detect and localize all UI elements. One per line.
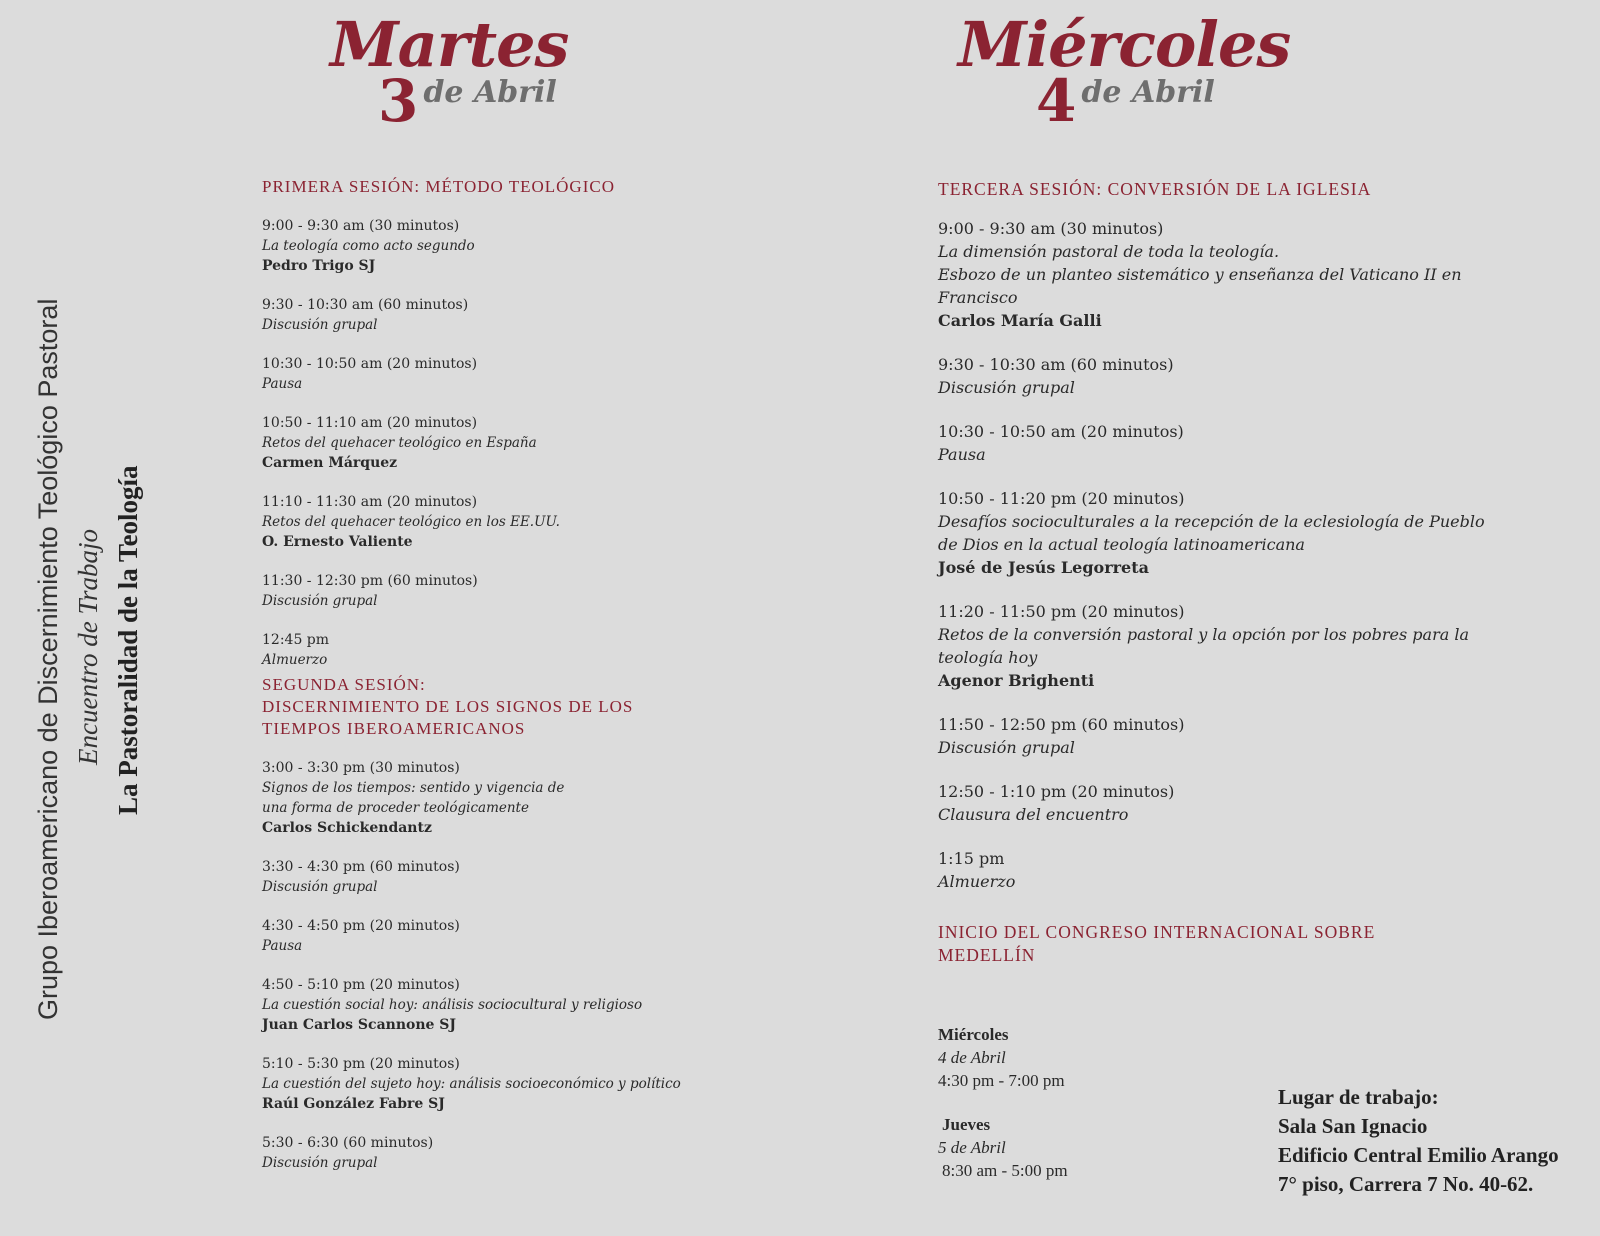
entry-time: 10:50 - 11:20 pm (20 minutos) (938, 489, 1185, 508)
entry-title: Discusión grupal (262, 593, 378, 609)
schedule-hours: 8:30 am - 5:00 pm (942, 1161, 1068, 1180)
entry-time: 11:10 - 11:30 am (20 minutos) (262, 494, 478, 510)
entry-speaker: Carmen Márquez (262, 455, 398, 471)
program-entry (262, 492, 692, 552)
entry-title: Pausa (262, 376, 303, 392)
schedule-date: 4 de Abril (938, 1048, 1006, 1067)
program-entry (262, 1133, 692, 1173)
side-title-block (28, 200, 148, 1020)
entry-title: La dimensión pastoral de toda la teología. (938, 242, 1280, 261)
entry-speaker: Raúl González Fabre SJ (262, 1096, 445, 1112)
entry-title: Retos del quehacer teológico en los EE.UU. (262, 514, 560, 530)
program-entry (262, 354, 692, 394)
event-theme: La Pastoralidad de la Teología (113, 465, 143, 815)
program-entry (938, 713, 1498, 759)
day1-month: de Abril (423, 75, 557, 110)
program-entry (262, 857, 692, 897)
program-entry (262, 758, 692, 838)
entry-time: 12:50 - 1:10 pm (20 minutos) (938, 782, 1175, 801)
entry-time: 11:30 - 12:30 pm (60 minutos) (262, 573, 478, 589)
program-entry (262, 413, 692, 473)
entry-title: La cuestión social hoy: análisis sociocultural y religioso (262, 997, 643, 1013)
schedule-hours: 4:30 pm - 7:00 pm (938, 1071, 1065, 1090)
program-entry (938, 780, 1498, 826)
entry-title: una forma de proceder teológicamente (262, 800, 529, 816)
entry-time: 3:00 - 3:30 pm (30 minutos) (262, 760, 460, 776)
entry-time: 5:10 - 5:30 pm (20 minutos) (262, 1056, 460, 1072)
entry-title: teología hoy (938, 648, 1038, 667)
program-entry (938, 487, 1498, 579)
entry-title: Discusión grupal (938, 378, 1075, 397)
day1-heading (330, 8, 569, 135)
entry-time: 1:15 pm (938, 849, 1005, 868)
congress-heading: INICIO DEL CONGRESO INTERNACIONAL SOBRE MEDELLÍN (938, 922, 1376, 965)
event-type: Encuentro de Trabajo (73, 529, 103, 765)
day1-number: 3 (378, 67, 419, 135)
entry-title: Retos de la conversión pastoral y la opción por los pobres para la (938, 625, 1470, 644)
entry-time: 9:00 - 9:30 am (30 minutos) (262, 218, 460, 234)
program-entry (262, 295, 692, 335)
entry-time: 10:50 - 11:10 am (20 minutos) (262, 415, 478, 431)
program-entry (262, 916, 692, 956)
venue-label: Lugar de trabajo: (1278, 1085, 1439, 1109)
entry-time: 12:45 pm (262, 632, 330, 648)
entry-title: Signos de los tiempos: sentido y vigencia de (262, 780, 565, 796)
entry-title: Discusión grupal (938, 738, 1075, 757)
schedule-day-name: Miércoles (938, 1025, 1009, 1044)
entry-time: 9:30 - 10:30 am (60 minutos) (262, 297, 469, 313)
entry-title: La teología como acto segundo (262, 238, 475, 254)
session1-heading: PRIMERA SESIÓN: MÉTODO TEOLÓGICO (262, 177, 615, 196)
entry-title: Esbozo de un planteo sistemático y enseñanza del Vaticano II en (938, 265, 1462, 284)
program-entry (938, 353, 1498, 399)
program-entry (262, 630, 692, 670)
entry-time: 11:50 - 12:50 pm (60 minutos) (938, 715, 1185, 734)
entry-time: 3:30 - 4:30 pm (60 minutos) (262, 859, 460, 875)
session2-heading: SEGUNDA SESIÓN: DISCERNIMIENTO DE LOS SIGNOS DE LOS TIEMPOS IBEROAMERICANOS (262, 675, 634, 738)
entry-title: Retos del quehacer teológico en España (262, 435, 537, 451)
entry-title: Almuerzo (938, 872, 1016, 891)
entry-title: Discusión grupal (262, 879, 378, 895)
congress-schedule (938, 1023, 1068, 1182)
entry-speaker: Juan Carlos Scannone SJ (262, 1017, 457, 1033)
entry-title: Discusión grupal (262, 317, 378, 333)
program-entry (262, 975, 692, 1035)
entry-title: Francisco (938, 288, 1018, 307)
entry-speaker: Pedro Trigo SJ (262, 258, 376, 274)
entry-time: 10:30 - 10:50 am (20 minutos) (262, 356, 478, 372)
day2-heading (958, 8, 1291, 135)
program-entry (262, 1054, 692, 1114)
entry-time: 9:30 - 10:30 am (60 minutos) (938, 355, 1174, 374)
day2-program (938, 178, 1498, 983)
program-entry (262, 571, 692, 611)
entry-speaker: Agenor Brighenti (938, 671, 1095, 690)
entry-speaker: Carlos María Galli (938, 311, 1102, 330)
day1-name: Martes (330, 8, 569, 81)
entry-title: Desafíos socioculturales a la recepción de la eclesiología de Pueblo (938, 512, 1485, 531)
schedule-day (938, 1113, 1068, 1182)
schedule-day-name: Jueves (942, 1115, 991, 1134)
entry-title: Discusión grupal (262, 1155, 378, 1171)
entry-title: Clausura del encuentro (938, 805, 1129, 824)
schedule-day (938, 1023, 1068, 1092)
program-entry (938, 217, 1498, 332)
venue-block (1278, 1083, 1559, 1199)
entry-time: 10:30 - 10:50 am (20 minutos) (938, 422, 1184, 441)
entry-title: Pausa (938, 445, 986, 464)
entry-time: 5:30 - 6:30 (60 minutos) (262, 1135, 434, 1151)
day2-month: de Abril (1081, 75, 1215, 110)
day2-number: 4 (1036, 67, 1077, 135)
entry-time: 4:50 - 5:10 pm (20 minutos) (262, 977, 460, 993)
entry-speaker: Carlos Schickendantz (262, 820, 432, 836)
program-entry (938, 847, 1498, 893)
group-name: Grupo Iberoamericano de Discernimiento Teológico Pastoral (33, 298, 63, 1020)
entry-title: de Dios en la actual teología latinoamericana (938, 535, 1305, 554)
entry-title: Pausa (262, 938, 303, 954)
entry-speaker: O. Ernesto Valiente (262, 534, 413, 550)
day2-name: Miércoles (958, 8, 1291, 81)
program-entry (262, 216, 692, 276)
venue-address: 7° piso, Carrera 7 No. 40-62. (1278, 1172, 1534, 1196)
program-entry (938, 420, 1498, 466)
venue-room: Sala San Ignacio (1278, 1114, 1428, 1138)
entry-title: La cuestión del sujeto hoy: análisis socioeconómico y político (262, 1076, 681, 1092)
entry-time: 9:00 - 9:30 am (30 minutos) (938, 219, 1164, 238)
entry-speaker: José de Jesús Legorreta (938, 558, 1149, 577)
entry-title: Almuerzo (262, 652, 328, 668)
session3-heading: TERCERA SESIÓN: CONVERSIÓN DE LA IGLESIA (938, 179, 1372, 199)
venue-building: Edificio Central Emilio Arango (1278, 1143, 1559, 1167)
day1-program (262, 176, 692, 1192)
entry-time: 4:30 - 4:50 pm (20 minutos) (262, 918, 460, 934)
entry-time: 11:20 - 11:50 pm (20 minutos) (938, 602, 1185, 621)
program-entry (938, 600, 1498, 692)
schedule-date: 5 de Abril (938, 1138, 1006, 1157)
